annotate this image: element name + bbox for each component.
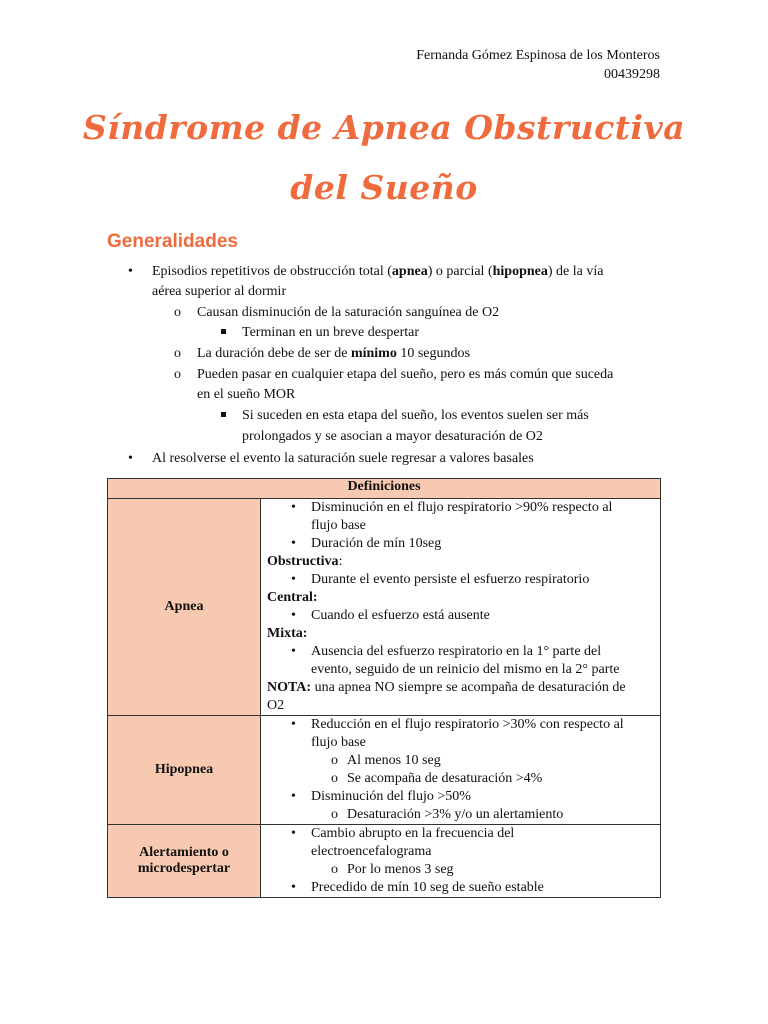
bullet-dot-icon: • xyxy=(291,572,296,587)
table-header: Definiciones xyxy=(108,479,661,499)
circle-bullet-icon: o xyxy=(331,862,338,877)
circle-bullet-icon: o xyxy=(331,807,338,822)
bullet-dot-icon: • xyxy=(291,500,296,515)
row-label-alertamiento: Alertamiento o microdespertar xyxy=(108,825,261,898)
bullet-dot-icon: • xyxy=(291,608,296,623)
bullet-dot-icon: • xyxy=(128,264,133,279)
square-bullet-icon xyxy=(221,329,226,334)
circle-bullet-icon: o xyxy=(174,367,181,382)
list-subitem: Pueden pasar en cualquier etapa del sueño, pero es más común que suceda xyxy=(197,367,614,382)
row-content-hipopnea: • Reducción en el flujo respiratorio >30% con respecto al flujo base o Al menos 10 seg o Se acompaña de desaturación >4% • Disminución del flujo >50% o Desaturación >3% y/o un alertamiento xyxy=(261,716,661,825)
bullet-dot-icon: • xyxy=(291,536,296,551)
bullet-dot-icon: • xyxy=(291,789,296,804)
row-content-apnea: • Disminución en el flujo respiratorio >90% respecto al flujo base • Duración de mín 10seg Obstructiva: • Durante el evento persiste el esfuerzo respiratorio Central: • Cuando el esfuerzo está ausente Mixta: • Ausencia del esfuerzo respiratorio en la 1° parte del evento, seguido de un reinicio del mismo en la 2° parte NOTA: una apnea NO siempre se acompaña de desaturación de O2 xyxy=(261,499,661,716)
circle-bullet-icon: o xyxy=(331,771,338,786)
circle-bullet-icon: o xyxy=(174,346,181,361)
bullet-dot-icon: • xyxy=(291,717,296,732)
list-subitem: La duración debe de ser de mínimo 10 segundos xyxy=(197,346,470,361)
list-subitem: Causan disminución de la saturación sanguínea de O2 xyxy=(197,305,500,320)
title-line-1: Síndrome de Apnea Obstructiva xyxy=(82,108,686,147)
author-id: 00439298 xyxy=(604,67,660,82)
title-line-2: del Sueño xyxy=(290,168,478,207)
author-name: Fernanda Gómez Espinosa de los Monteros xyxy=(416,48,660,63)
square-bullet-icon xyxy=(221,412,226,417)
table-row-apnea xyxy=(108,499,661,716)
circle-bullet-icon: o xyxy=(331,753,338,768)
list-item: Episodios repetitivos de obstrucción total (apnea) o parcial (hipopnea) de la vía xyxy=(152,264,604,279)
bullet-dot-icon: • xyxy=(128,451,133,466)
bullet-dot-icon: • xyxy=(291,880,296,895)
row-label-hipopnea: Hipopnea xyxy=(108,716,261,825)
circle-bullet-icon: o xyxy=(174,305,181,320)
list-subsubitem-cont: prolongados y se asocian a mayor desaturación de O2 xyxy=(242,429,543,444)
row-label-apnea: Apnea xyxy=(108,499,261,716)
bullet-dot-icon: • xyxy=(291,826,296,841)
list-item: Al resolverse el evento la saturación suele regresar a valores basales xyxy=(152,451,534,466)
section-heading: Generalidades xyxy=(107,231,238,252)
list-item-cont: aérea superior al dormir xyxy=(152,284,287,299)
list-subsubitem: Terminan en un breve despertar xyxy=(242,325,420,340)
list-subsubitem: Si suceden en esta etapa del sueño, los eventos suelen ser más xyxy=(242,408,589,423)
list-subitem-cont: en el sueño MOR xyxy=(197,387,296,402)
author-block xyxy=(416,46,660,84)
table-row-hipopnea xyxy=(108,716,661,825)
table-row-alertamiento xyxy=(108,825,661,898)
row-content-alertamiento: • Cambio abrupto en la frecuencia del electroencefalograma o Por lo menos 3 seg • Precedido de mín 10 seg de sueño estable xyxy=(261,825,661,898)
definitions-table xyxy=(107,478,661,898)
bullet-dot-icon: • xyxy=(291,644,296,659)
